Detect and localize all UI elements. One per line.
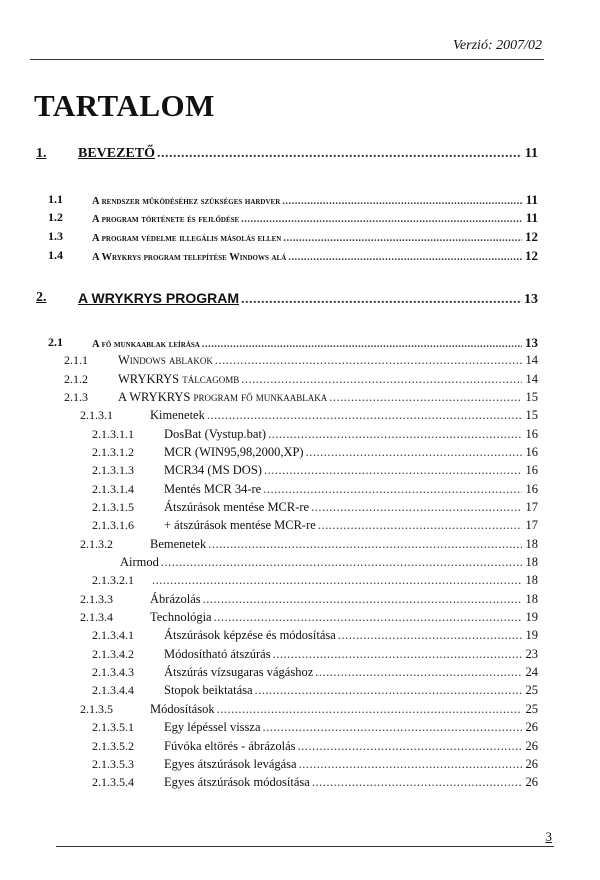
toc-entry-title: Stopok beiktatása xyxy=(164,683,253,697)
toc-entry-page: 24 xyxy=(525,665,538,679)
toc-entry[interactable] xyxy=(0,683,538,698)
toc-entry-page: 25 xyxy=(525,683,538,697)
toc-entry-title: Módosítások xyxy=(150,702,215,716)
toc-entry-number: 2.1 xyxy=(48,335,63,349)
toc-entry-number: 1.3 xyxy=(48,229,63,243)
toc-entry-number: 2.1.3.5.4 xyxy=(92,775,134,789)
toc-entry-number: 2.1.3.5.3 xyxy=(92,757,134,771)
dot-leader xyxy=(306,445,522,460)
toc-entry-page: 17 xyxy=(525,500,538,514)
toc-entry-page: 12 xyxy=(525,248,538,263)
toc-entry[interactable] xyxy=(0,573,538,588)
toc-entry-number: 2.1.3.5.1 xyxy=(92,720,134,734)
toc-entry-title: A rendszer működéséhez szükséges hardver xyxy=(92,196,281,207)
toc-entry[interactable] xyxy=(0,610,538,625)
dot-leader xyxy=(208,537,522,552)
dot-leader xyxy=(241,372,522,387)
toc-entry-number: 2.1.3.1.3 xyxy=(92,463,134,477)
toc-entry-page: 23 xyxy=(525,647,538,661)
dot-leader xyxy=(217,702,522,717)
toc-entry-page: 15 xyxy=(525,408,538,422)
toc-entry-title: Bemenetek xyxy=(150,537,207,551)
toc-entry-number: 2.1.3.1.5 xyxy=(92,500,134,514)
toc-entry-title: A WRYKRYS PROGRAM xyxy=(78,290,239,306)
toc-entry-number: 2.1.3.2 xyxy=(80,537,113,551)
toc-entry-page: 16 xyxy=(525,427,538,441)
toc-entry-page: 17 xyxy=(525,518,538,532)
dot-leader xyxy=(312,775,522,790)
toc-entry-title: MCR (WIN95,98,2000,XP) xyxy=(164,445,304,459)
toc-entry-title: Kimenetek xyxy=(150,408,205,422)
toc-entry-number: 2.1.3.1.1 xyxy=(92,427,134,441)
toc-entry-page: 11 xyxy=(525,192,538,207)
toc-entry-title: MCR34 (MS DOS) xyxy=(164,463,262,477)
toc-entry[interactable] xyxy=(0,192,538,208)
toc-entry[interactable] xyxy=(0,555,538,570)
toc-entry-page: 26 xyxy=(525,757,538,771)
dot-leader xyxy=(202,339,522,350)
toc-entry-number: 2.1.3 xyxy=(64,390,88,404)
dot-leader xyxy=(283,233,522,244)
toc-entry[interactable] xyxy=(0,427,538,442)
toc-entry-number: 2.1.3.1.2 xyxy=(92,445,134,459)
dot-leader xyxy=(318,518,522,533)
toc-entry[interactable] xyxy=(0,739,538,754)
toc-entry-number: 2.1.3.4.1 xyxy=(92,628,134,642)
toc-entry[interactable] xyxy=(0,702,538,717)
toc-entry[interactable] xyxy=(0,408,538,423)
toc-entry-title: A program védelme illegális másolás ellen xyxy=(92,233,282,244)
dot-leader xyxy=(157,146,522,162)
toc-entry[interactable] xyxy=(0,628,538,643)
toc-entry[interactable] xyxy=(0,757,538,772)
toc-entry-title: Airmod xyxy=(120,555,159,569)
toc-entry-title: A WRYKRYS program fő munkaablaka xyxy=(118,390,328,404)
toc-entry[interactable] xyxy=(0,518,538,533)
toc-entry[interactable] xyxy=(0,372,538,387)
dot-leader xyxy=(264,463,522,478)
toc-entry-number: 2.1.3.3 xyxy=(80,592,113,606)
page-number: 3 xyxy=(545,829,552,844)
dot-leader xyxy=(203,592,522,607)
toc-entry-number: 1.2 xyxy=(48,210,63,224)
toc-entry-number: 2.1.3.4.4 xyxy=(92,683,134,697)
toc-entry-title: Átszúrás vízsugaras vágáshoz xyxy=(164,665,314,679)
toc-entry[interactable] xyxy=(0,353,538,368)
toc-entry-number: 1.1 xyxy=(48,192,63,206)
dot-leader xyxy=(315,665,522,680)
toc-entry-page: 26 xyxy=(525,775,538,789)
dot-leader xyxy=(282,196,522,207)
toc-entry-page: 26 xyxy=(525,720,538,734)
toc-entry-title: WRYKRYS tálcagomb xyxy=(118,372,240,386)
toc-entry-page: 18 xyxy=(525,573,538,587)
toc-entry-page: 16 xyxy=(525,463,538,477)
dot-leader xyxy=(338,628,522,643)
toc-entry[interactable] xyxy=(0,775,538,790)
toc-entry-page: 13 xyxy=(524,292,538,307)
toc-entry-page: 11 xyxy=(524,146,538,161)
dot-leader xyxy=(161,555,522,570)
footer-divider xyxy=(56,846,554,847)
toc-entry[interactable] xyxy=(0,500,538,515)
toc-entry-title: A program története és fejlődése xyxy=(92,214,240,225)
dot-leader xyxy=(255,683,522,698)
toc-entry-title: Egyes átszúrások levágása xyxy=(164,757,297,771)
toc-entry[interactable] xyxy=(0,210,538,226)
dot-leader xyxy=(263,720,522,735)
version-label: Verzió: 2007/02 xyxy=(452,38,542,53)
toc-entry-number: 2. xyxy=(36,290,47,305)
toc-entry[interactable] xyxy=(0,248,538,264)
dot-leader xyxy=(299,757,522,772)
toc-entry[interactable] xyxy=(0,463,538,478)
toc-entry-title: Átszúrások képzése és módosítása xyxy=(164,628,336,642)
toc-entry-number: 2.1.3.1.6 xyxy=(92,518,134,532)
dot-leader xyxy=(207,408,522,423)
toc-entry[interactable] xyxy=(0,665,538,680)
toc-entry[interactable] xyxy=(0,390,538,405)
toc-entry[interactable] xyxy=(0,290,538,308)
dot-leader xyxy=(311,500,522,515)
dot-leader xyxy=(263,482,522,497)
toc-entry-number: 2.1.3.1.4 xyxy=(92,482,134,496)
toc-entry-title: A Wrykrys program telepítése Windows alá xyxy=(92,252,287,263)
toc-entry-number: 2.1.3.5 xyxy=(80,702,113,716)
toc-entry[interactable] xyxy=(0,482,538,497)
toc-entry-page: 15 xyxy=(525,390,538,404)
toc-entry-title: A fő munkaablak leírása xyxy=(92,339,200,350)
toc-entry-page: 18 xyxy=(525,555,538,569)
toc-entry[interactable] xyxy=(0,592,538,607)
toc-entry[interactable] xyxy=(0,445,538,460)
toc-entry-number: 2.1.2 xyxy=(64,372,88,386)
toc-entry-page: 16 xyxy=(525,482,538,496)
toc-entry-page: 14 xyxy=(525,372,538,386)
dot-leader xyxy=(273,647,522,662)
toc-entry-number: 1.4 xyxy=(48,248,63,262)
toc-entry-number: 2.1.1 xyxy=(64,353,88,367)
toc-entry-title: Módosítható átszúrás xyxy=(164,647,271,661)
toc-entry-number: 2.1.3.4 xyxy=(80,610,113,624)
dot-leader xyxy=(268,427,522,442)
dot-leader xyxy=(214,610,522,625)
toc-entry-title: Technológia xyxy=(150,610,212,624)
dot-leader xyxy=(329,390,522,405)
toc-entry-title: BEVEZETŐ xyxy=(78,146,156,161)
toc-entry-number: 2.1.3.2.1 xyxy=(92,573,134,587)
page-title: TARTALOM xyxy=(34,88,215,123)
toc-entry-page: 19 xyxy=(525,610,538,624)
dot-leader xyxy=(241,214,522,225)
toc-entry-page: 25 xyxy=(525,702,538,716)
dot-leader xyxy=(152,573,522,588)
toc-entry-title: Egyes átszúrások módosítása xyxy=(164,775,310,789)
toc-entry-title: Windows ablakok xyxy=(118,353,213,367)
toc-entry-title: Átszúrások mentése MCR-re xyxy=(164,500,310,514)
toc-entry-title: DosBat (Vystup.bat) xyxy=(164,427,267,441)
toc-entry-page: 12 xyxy=(525,229,538,244)
toc-entry[interactable] xyxy=(0,720,538,735)
toc-entry[interactable] xyxy=(0,537,538,552)
toc-entry-title: Mentés MCR 34-re xyxy=(164,482,262,496)
toc-entry-number: 2.1.3.4.3 xyxy=(92,665,134,679)
dot-leader xyxy=(288,252,522,263)
toc-entry-number: 2.1.3.1 xyxy=(80,408,113,422)
toc-entry-page: 14 xyxy=(525,353,538,367)
toc-entry-number: 2.1.3.4.2 xyxy=(92,647,134,661)
toc-entry-page: 18 xyxy=(525,592,538,606)
toc-entry-page: 18 xyxy=(525,537,538,551)
toc-entry-page: 19 xyxy=(525,628,538,642)
toc-entry[interactable] xyxy=(0,647,538,662)
toc-entry[interactable] xyxy=(0,146,538,162)
dot-leader xyxy=(215,353,522,368)
dot-leader xyxy=(298,739,522,754)
toc-entry-page: 26 xyxy=(525,739,538,753)
toc-entry[interactable] xyxy=(0,229,538,245)
toc-entry-number: 2.1.3.5.2 xyxy=(92,739,134,753)
toc-entry-page: 11 xyxy=(525,210,538,225)
toc-entry-title: Fúvóka eltörés - ábrázolás xyxy=(164,739,296,753)
toc-entry-title: Ábrázolás xyxy=(150,592,201,606)
toc-entry-page: 13 xyxy=(525,335,538,350)
toc-entry-page: 16 xyxy=(525,445,538,459)
toc-entry-title: + átszúrások mentése MCR-re xyxy=(164,518,316,532)
toc-entry-number: 1. xyxy=(36,146,47,161)
dot-leader xyxy=(241,292,522,308)
toc-entry[interactable] xyxy=(0,335,538,351)
toc-entry-title: Egy lépéssel vissza xyxy=(164,720,261,734)
